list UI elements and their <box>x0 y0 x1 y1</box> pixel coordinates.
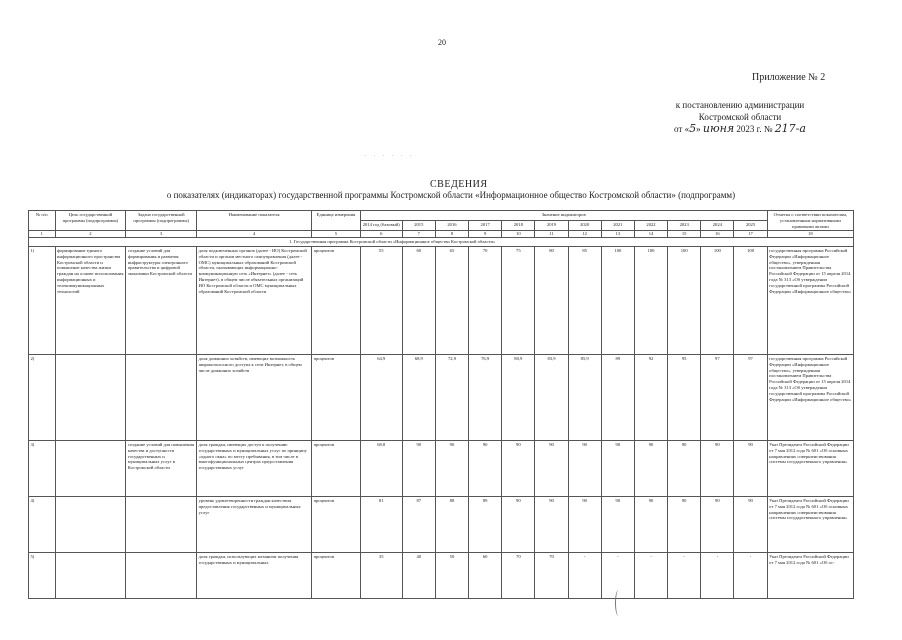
indicator-cell: доля домашних хозяйств, имеющих возможность широкополосного доступа к сети Интернет, в общем числе домашних хозяйств <box>197 354 312 440</box>
indicators-table <box>28 210 854 599</box>
value-cell: - <box>601 552 634 598</box>
column-index-row <box>29 231 854 238</box>
goal-cell <box>55 354 126 440</box>
header-task: Задача государственной программы (подпрограммы) <box>126 211 197 231</box>
column-index: 1 <box>29 231 56 238</box>
value-cell: 90 <box>734 440 767 496</box>
compliance-cell: государственная программа Российской Федерации «Информационное общество», утвержденная постановлением Правительства Российской Федерации от 15 апреля 2014 года № 313 «Об утверждении государственной программы Российской Федерации «Информационное общество» <box>767 246 853 354</box>
table-row <box>29 552 854 598</box>
value-cell: 68,9 <box>402 354 435 440</box>
value-cell: 100 <box>601 246 634 354</box>
value-cell: 76,9 <box>469 354 502 440</box>
page-number: 20 <box>438 38 446 47</box>
header-goal: Цель государственной программы (подпрограммы) <box>55 211 126 231</box>
compliance-cell: Указ Президента Российской Федерации от 7 мая 2012 года № 601 «Об ос- <box>767 552 853 598</box>
value-cell: 70 <box>502 552 535 598</box>
task-cell <box>126 354 197 440</box>
table-row <box>29 246 854 354</box>
value-cell: 85 <box>568 246 601 354</box>
value-cell: - <box>634 552 667 598</box>
value-cell: 90 <box>634 440 667 496</box>
value-cell: 65 <box>435 246 468 354</box>
date-prefix: от « <box>674 124 690 134</box>
column-index: 3 <box>126 231 197 238</box>
value-cell: 35 <box>360 552 402 598</box>
value-cell: 90 <box>535 496 568 552</box>
document-title: СВЕДЕНИЯ <box>430 179 488 190</box>
value-cell: - <box>734 552 767 598</box>
value-cell: 90 <box>634 496 667 552</box>
value-cell: 80,9 <box>502 354 535 440</box>
value-cell: 88 <box>435 496 468 552</box>
header-year: 2017 <box>469 221 502 231</box>
header-unit: Единица измерения <box>312 211 361 231</box>
value-cell: - <box>568 552 601 598</box>
column-index: 2 <box>55 231 126 238</box>
value-cell: 90 <box>601 440 634 496</box>
value-cell: 40 <box>402 552 435 598</box>
section-title: 1. Государственная программа Костромской области «Информационное общество Костромской области» <box>29 238 854 247</box>
value-cell: 100 <box>634 246 667 354</box>
section-row <box>29 238 854 247</box>
value-cell: 90 <box>502 440 535 496</box>
value-cell: 90 <box>701 440 734 496</box>
value-cell: 64,9 <box>360 354 402 440</box>
value-cell: 83,9 <box>535 354 568 440</box>
scan-dots: . . . . . . <box>365 152 415 158</box>
date-year: 2023 г. № <box>734 124 775 134</box>
indicator-cell: доля подключенных органов (далее - ИО) Костромской области и органов местного самоуправления (далее - ОМС) муниципальных образований Костромской области, оказывающих информационно-коммуникационную сеть «Интернет» (далее - сеть Интернет), в общем числе обязательных организаций ИО Костромской области и ОМС муниципальных образований Костромской области <box>197 246 312 354</box>
header-indicator: Наименование показателя <box>197 211 312 231</box>
column-index: 15 <box>668 231 701 238</box>
value-cell: 60 <box>469 552 502 598</box>
header-compliance: Отметка о соответствии показателям, установленным нормативными правовыми актами <box>767 211 853 231</box>
column-index: 5 <box>312 231 361 238</box>
value-cell: 68,8 <box>360 440 402 496</box>
header-year: 2016 <box>435 221 468 231</box>
indicator-cell: уровень удовлетворенности граждан качеством предоставления государственных и муниципальных услуг <box>197 496 312 552</box>
header-year: 2020 <box>568 221 601 231</box>
value-cell: 90 <box>701 496 734 552</box>
pen-mark <box>615 590 622 616</box>
handwritten-day: 5 <box>689 122 697 135</box>
header-row-1 <box>29 211 854 221</box>
column-index: 12 <box>568 231 601 238</box>
value-cell: 70 <box>469 246 502 354</box>
header-year: 2021 <box>601 221 634 231</box>
column-index: 4 <box>197 231 312 238</box>
task-cell: создание условий для повышения качества и доступности государственных и муниципальных услуг в Костромской области <box>126 440 197 496</box>
header-year: 2023 <box>668 221 701 231</box>
indicator-cell: доля граждан, использующих механизм получения государственных и муниципальных <box>197 552 312 598</box>
value-cell: 50 <box>435 552 468 598</box>
value-cell: 81 <box>360 496 402 552</box>
value-cell: 90 <box>568 440 601 496</box>
handwritten-month: июня <box>702 122 735 135</box>
value-cell: 90 <box>469 440 502 496</box>
value-cell: 90 <box>601 496 634 552</box>
goal-cell <box>55 496 126 552</box>
column-index: 10 <box>502 231 535 238</box>
header-year: 2024 <box>701 221 734 231</box>
value-cell: 55 <box>360 246 402 354</box>
unit-cell: процентов <box>312 354 361 440</box>
table-row <box>29 496 854 552</box>
column-index: 7 <box>402 231 435 238</box>
task-cell <box>126 552 197 598</box>
goal-cell <box>55 552 126 598</box>
header-year: 2018 <box>502 221 535 231</box>
value-cell: 90 <box>535 440 568 496</box>
column-index: 18 <box>767 231 853 238</box>
unit-cell: процентов <box>312 440 361 496</box>
column-index: 9 <box>469 231 502 238</box>
column-index: 16 <box>701 231 734 238</box>
date-mid: » <box>696 124 703 134</box>
row-number: 4) <box>29 496 56 552</box>
column-index: 11 <box>535 231 568 238</box>
row-number: 1) <box>29 246 56 354</box>
header-year: 2019 <box>535 221 568 231</box>
value-cell: 75 <box>502 246 535 354</box>
resolution-line-1: к постановлению администрации <box>675 100 805 110</box>
value-cell: 100 <box>668 246 701 354</box>
value-cell: 90 <box>734 496 767 552</box>
task-cell <box>126 496 197 552</box>
resolution-line-2: Костромской области <box>698 112 782 122</box>
unit-cell: процентов <box>312 246 361 354</box>
value-cell: 87 <box>402 496 435 552</box>
column-index: 17 <box>734 231 767 238</box>
value-cell: 100 <box>734 246 767 354</box>
header-values-group: Значение индикаторов <box>360 211 767 221</box>
value-cell: 60 <box>402 246 435 354</box>
resolution-reference <box>640 99 840 135</box>
goal-cell: формирование единого информационного пространства Костромской области и повышение качества жизни граждан на основе использования информационных и телекоммуникационных технологий <box>55 246 126 354</box>
value-cell: 95 <box>668 354 701 440</box>
value-cell: 90 <box>668 496 701 552</box>
value-cell: 90 <box>402 440 435 496</box>
value-cell: 97 <box>701 354 734 440</box>
value-cell: 85,9 <box>568 354 601 440</box>
value-cell: - <box>701 552 734 598</box>
row-number: 2) <box>29 354 56 440</box>
goal-cell <box>55 440 126 496</box>
handwritten-number: 217-а <box>774 122 806 135</box>
value-cell: 92 <box>634 354 667 440</box>
value-cell: 90 <box>435 440 468 496</box>
header-year: 2015 <box>402 221 435 231</box>
header-year: 2022 <box>634 221 667 231</box>
table-row <box>29 354 854 440</box>
column-index: 14 <box>634 231 667 238</box>
value-cell: 89 <box>601 354 634 440</box>
task-cell: создание условий для формирования и развития инфраструктуры электронного правительства и цифровой экономики Костромской области <box>126 246 197 354</box>
row-number: 3) <box>29 440 56 496</box>
header-year: 2025 <box>734 221 767 231</box>
header-year: 2014 год (базовый) <box>360 221 402 231</box>
document-subtitle: о показателях (индикаторах) государственной программы Костромской области «Информационное общество Костромской области» (подпрограмм) <box>166 190 736 200</box>
column-index: 13 <box>601 231 634 238</box>
header-no: № п/п <box>29 211 56 231</box>
table-row <box>29 440 854 496</box>
row-number: 5) <box>29 552 56 598</box>
compliance-cell: Указ Президента Российской Федерации от 7 мая 2012 года № 601 «Об основных направлениях совершенствования системы государственного управления» <box>767 440 853 496</box>
value-cell: 70 <box>535 552 568 598</box>
value-cell: 90 <box>568 496 601 552</box>
value-cell: 100 <box>701 246 734 354</box>
value-cell: 80 <box>535 246 568 354</box>
value-cell: 72,9 <box>435 354 468 440</box>
value-cell: 90 <box>668 440 701 496</box>
compliance-cell: государственная программа Российской Федерации «Информационное общество», утвержденная постановлением Правительства Российской Федерации от 15 апреля 2014 года № 313 «Об утверждении государственной программы Российской Федерации «Информационное общество» <box>767 354 853 440</box>
appendix-title: Приложение № 2 <box>752 72 826 83</box>
value-cell: - <box>668 552 701 598</box>
indicator-cell: доля граждан, имеющих доступ к получению государственных и муниципальных услуг по принципу «одного окна» по месту пребывания, в том числе в многофункциональных центрах предоставления государственных услуг <box>197 440 312 496</box>
column-index: 8 <box>435 231 468 238</box>
value-cell: 89 <box>469 496 502 552</box>
unit-cell: процентов <box>312 552 361 598</box>
value-cell: 97 <box>734 354 767 440</box>
resolution-date-line <box>640 123 840 135</box>
compliance-cell: Указ Президента Российской Федерации от 7 мая 2012 года № 601 «Об основных направлениях совершенствования системы государственного управления» <box>767 496 853 552</box>
value-cell: 90 <box>502 496 535 552</box>
column-index: 6 <box>360 231 402 238</box>
unit-cell: процентов <box>312 496 361 552</box>
